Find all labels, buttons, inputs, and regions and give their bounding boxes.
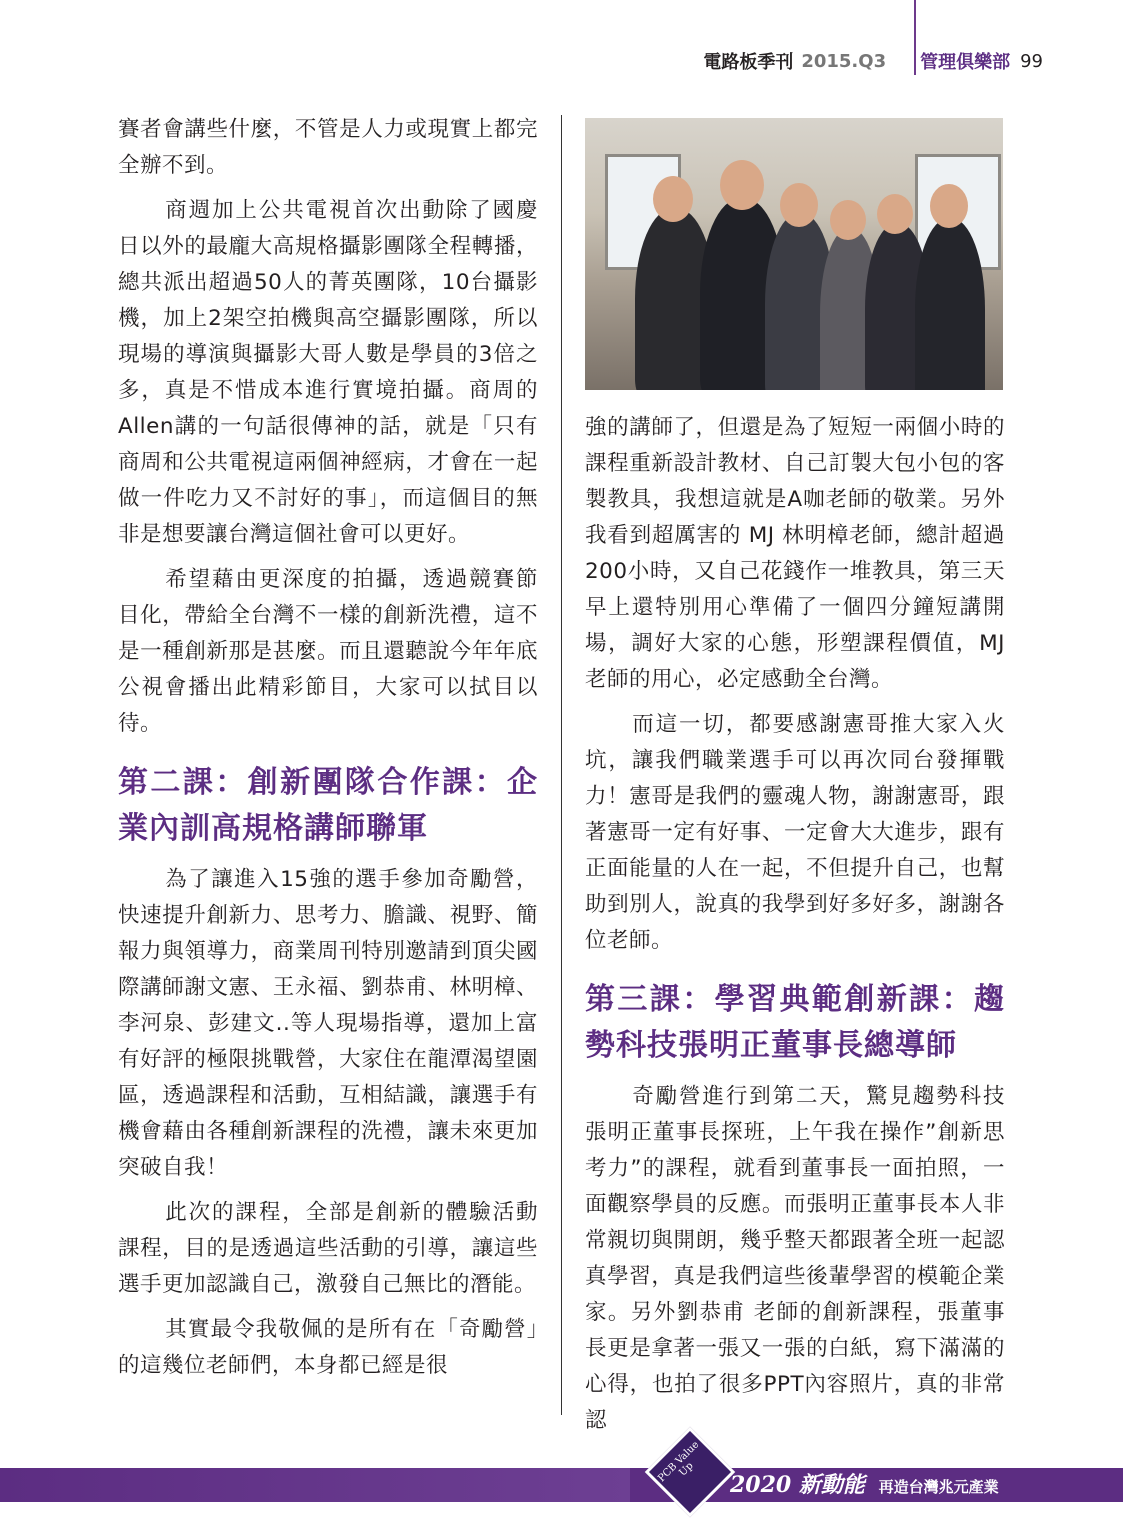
magazine-name: 電路板季刊 bbox=[703, 52, 794, 73]
right-column bbox=[585, 410, 1005, 1448]
section-heading: 第三課：學習典範創新課：趨勢科技張明正董事長總導師 bbox=[585, 982, 1005, 1063]
person-head bbox=[720, 160, 764, 210]
paragraph: 而這一切，都要感謝憲哥推大家入火坑，讓我們職業選手可以再次同台發揮戰力！憲哥是我們的靈魂人物，謝謝憲哥，跟著憲哥一定有好事、一定會大大進步，跟有正面能量的人在一起，不但提升自己，也幫助到別人，說真的我學到好多好多，謝謝各位老師。 bbox=[585, 712, 1005, 953]
person-head bbox=[930, 184, 968, 228]
footer-badge-text: PCB Value Up bbox=[656, 1439, 702, 1485]
person-head bbox=[653, 176, 693, 222]
section-heading: 第二課：創新團隊合作課：企業內訓高規格講師聯軍 bbox=[118, 765, 538, 846]
section-name: 管理俱樂部 bbox=[920, 52, 1011, 73]
person-head bbox=[830, 200, 866, 240]
paragraph: 賽者會講些什麼，不管是人力或現實上都完全辦不到。 bbox=[118, 117, 538, 178]
page-header bbox=[703, 45, 1043, 77]
paragraph: 希望藉由更深度的拍攝，透過競賽節目化，帶給全台灣不一樣的創新洗禮，這不是一種創新那是甚麼。而且還聽說今年年底公視會播出此精彩節目，大家可以拭目以待。 bbox=[118, 567, 538, 736]
left-column bbox=[118, 112, 538, 1393]
paragraph: 奇勵營進行到第二天，驚見趨勢科技張明正董事長探班，上午我在操作”創新思考力”的課程，就看到董事長一面拍照，一面觀察學員的反應。而張明正董事長本人非常親切與開朗，幾乎整天都跟著全班一起認真學習，真是我們這些後輩學習的模範企業家。另外劉恭甫 老師的創新課程，張董事長更是拿著一張又一張的白紙，寫下滿滿的心得，也拍了很多PPT內容照片，真的非常認 bbox=[585, 1084, 1005, 1433]
paragraph: 商週加上公共電視首次出動除了國慶日以外的最龐大高規格攝影團隊全程轉播，總共派出超過50人的菁英團隊，10台攝影機，加上2架空拍機與高空攝影團隊，所以現場的導演與攝影大哥人數是學員的3倍之多，真是不惜成本進行實境拍攝。商周的Allen講的一句話很傳神的話，就是「只有商周和公共電視這兩個神經病，才會在一起做一件吃力又不討好的事」，而這個目的無非是想要讓台灣這個社會可以更好。 bbox=[118, 198, 538, 547]
footer-title-main: 2020 新動能 bbox=[730, 1472, 865, 1498]
paragraph: 為了讓進入15強的選手參加奇勵營，快速提升創新力、思考力、膽識、視野、簡報力與領導力，商業周刊特別邀請到頂尖國際講師謝文憲、王永福、劉恭甫、林明樟、李河泉、彭建文..等人現場指導，還加上富有好評的極限挑戰營，大家住在龍潭渴望園區，透過課程和活動，互相結識，讓選手有機會藉由各種創新課程的洗禮，讓未來更加突破自我！ bbox=[118, 867, 538, 1180]
paragraph: 其實最令我敬佩的是所有在「奇勵營」的這幾位老師們，本身都已經是很 bbox=[118, 1317, 538, 1378]
paragraph: 此次的課程，全部是創新的體驗活動課程，目的是透過這些活動的引導，讓這些選手更加認識自己，激發自己無比的潛能。 bbox=[118, 1200, 538, 1297]
footer-title bbox=[730, 1468, 999, 1502]
person-head bbox=[780, 183, 818, 227]
footer-accent bbox=[0, 1468, 630, 1502]
issue-label: 2015.Q3 bbox=[801, 50, 887, 72]
paragraph: 強的講師了，但還是為了短短一兩個小時的課程重新設計教材、自己訂製大包小包的客製教具，我想這就是A咖老師的敬業。另外我看到超厲害的 MJ 林明樟老師，總計超過200小時，又自己花錢作一堆教具，第三天早上還特別用心準備了一個四分鐘短講開場，調好大家的心態，形塑課程價值，MJ老師的用心，必定感動全台灣。 bbox=[585, 415, 1005, 692]
header-divider bbox=[914, 0, 916, 75]
group-photo bbox=[585, 118, 1003, 390]
person-figure bbox=[915, 218, 985, 390]
page-number: 99 bbox=[1020, 50, 1043, 72]
person-head bbox=[877, 194, 913, 234]
column-divider bbox=[561, 115, 562, 1415]
footer-subtitle: 再造台灣兆元產業 bbox=[878, 1478, 999, 1496]
